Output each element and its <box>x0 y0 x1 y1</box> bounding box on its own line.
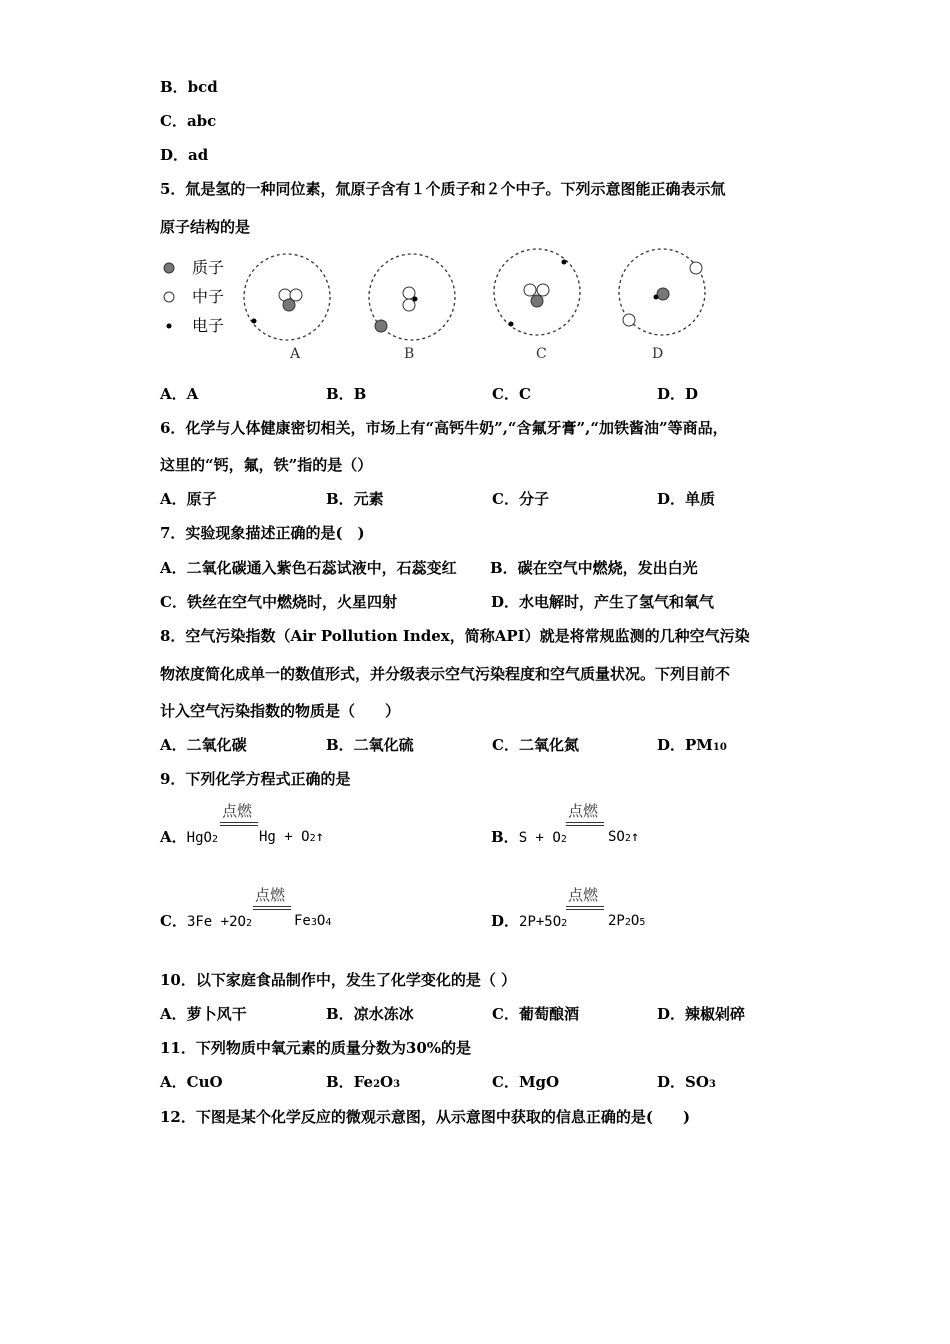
q9-c-left-sub: 2 <box>245 918 252 929</box>
q7-stem: 7．实验现象描述正确的是( ) <box>160 524 365 542</box>
q6-option-d[interactable]: D．单质 <box>657 490 716 508</box>
q8-stem-line2: 物浓度简化成单一的数值形式，并分级表示空气污染程度和空气质量状况。下列目前不 <box>160 665 731 683</box>
q8-option-d-label: D．PM <box>657 736 713 754</box>
up-arrow-icon: ↑ <box>315 829 325 845</box>
q12-stem: 12．下图是某个化学反应的微观示意图，从示意图中获取的信息正确的是( ) <box>160 1108 691 1126</box>
q9-a-left: HgO <box>186 830 212 846</box>
q9-a-right-sub: 2 <box>309 833 316 844</box>
q11-b-sub1: 2 <box>373 1079 381 1090</box>
q11-stem: 11．下列物质中氧元素的质量分数为30%的是 <box>160 1039 472 1057</box>
q8-option-d[interactable] <box>657 735 727 758</box>
q11-d-pre: D．SO <box>657 1073 709 1091</box>
q11-d-sub: 3 <box>708 1079 716 1090</box>
q5-option-d[interactable]: D．D <box>657 385 699 403</box>
q9-c-right-sub1: 3 <box>310 917 317 928</box>
q5-stem-line1: 5．氚是氢的一种同位素，氚原子含有１个质子和２个中子。下列示意图能正确表示氚 <box>160 180 726 198</box>
q11-b-mid: O <box>380 1073 394 1091</box>
atom-diagram-d <box>615 250 715 340</box>
q9-d-left: 2P+5O <box>519 914 562 930</box>
atom-diagram-b <box>365 255 465 345</box>
q8-option-c[interactable]: C．二氧化氮 <box>492 736 579 754</box>
q9-a-condition: 点燃 <box>222 802 253 820</box>
q9-d-left-sub: 2 <box>561 918 568 929</box>
q9-c-left: 3Fe +2O <box>186 914 246 930</box>
q9-d-right: 2P <box>608 913 625 929</box>
diagram-caption-b: B <box>404 346 415 362</box>
q7-option-c[interactable]: C．铁丝在空气中燃烧时，火星四射 <box>160 593 397 611</box>
q6-options <box>160 489 820 509</box>
q9-b-right-sub: 2 <box>624 833 631 844</box>
q7-option-a[interactable]: A．二氧化碳通入紫色石蕊试液中，石蕊变红 <box>160 559 457 577</box>
q9-b-right: SO <box>608 829 625 845</box>
q9-b-left-sub: 2 <box>560 834 567 845</box>
q9-d-right-sub2: 5 <box>639 917 646 928</box>
q10-option-c[interactable]: C．葡萄酿酒 <box>492 1005 579 1023</box>
q5-option-a[interactable]: A．A <box>160 385 199 403</box>
q11-option-b[interactable] <box>326 1072 400 1095</box>
q9-stem: 9．下列化学方程式正确的是 <box>160 770 351 788</box>
q6-option-c[interactable]: C．分子 <box>492 490 549 508</box>
option-c-prev: C．abc <box>160 112 217 130</box>
atom-diagram-a <box>240 255 340 345</box>
q10-option-b[interactable]: B．凉水冻冰 <box>326 1005 414 1023</box>
q9-d-right-mid: O <box>630 913 640 929</box>
q8-option-a[interactable]: A．二氧化碳 <box>160 736 247 754</box>
q10-option-a[interactable]: A．萝卜风干 <box>160 1005 247 1023</box>
q8-stem-line3: 计入空气污染指数的物质是（ ） <box>160 702 401 720</box>
q9-c-equal-sign <box>253 906 291 910</box>
q11-option-a[interactable]: A．CuO <box>160 1073 223 1091</box>
q5-options <box>160 384 820 404</box>
q10-stem: 10．以下家庭食品制作中，发生了化学变化的是（ ） <box>160 971 517 989</box>
q11-b-sub2: 3 <box>393 1079 401 1090</box>
q9-b-condition: 点燃 <box>568 802 599 820</box>
q6-option-b[interactable]: B．元素 <box>326 490 384 508</box>
q8-options <box>160 735 820 755</box>
q9-b-equal-sign <box>566 822 604 826</box>
q9-a-left-sub: 2 <box>211 834 218 845</box>
q11-option-c[interactable]: C．MgO <box>492 1073 560 1091</box>
q6-option-a[interactable]: A．原子 <box>160 490 217 508</box>
option-b-prev: B．bcd <box>160 78 218 96</box>
q5-option-c[interactable]: C．C <box>492 385 531 403</box>
diagram-caption-d: D <box>652 346 664 362</box>
q9-d-equal-sign <box>566 906 604 910</box>
q9-c-label: C． <box>160 912 187 930</box>
q9-c-right-sub2: 4 <box>325 917 332 928</box>
q9-a-label: A． <box>160 828 187 846</box>
q9-c-right-mid: O <box>316 913 326 929</box>
q5-stem-line2: 原子结构的是 <box>160 218 251 236</box>
up-arrow-icon: ↑ <box>630 829 640 845</box>
q9-b-left: S + O <box>518 830 561 846</box>
diagram-caption-c: C <box>536 346 547 362</box>
atom-diagram-c <box>490 250 590 340</box>
q9-d-condition: 点燃 <box>568 886 599 904</box>
q9-d-label: D． <box>491 912 520 930</box>
legend-electron: 电子 <box>192 316 225 335</box>
q11-options <box>160 1072 820 1092</box>
q7-option-b[interactable]: B．碳在空气中燃烧，发出白光 <box>490 559 698 577</box>
q8-option-b[interactable]: B．二氧化硫 <box>326 736 414 754</box>
q9-c-condition: 点燃 <box>255 886 286 904</box>
q6-stem-line1: 6．化学与人体健康密切相关，市场上有“高钙牛奶”,“含氟牙膏”,“加铁酱油”等商品， <box>160 419 728 437</box>
q9-b-label: B． <box>491 828 519 846</box>
q9-a-equal-sign <box>220 822 258 826</box>
legend-markers-icon <box>160 260 180 340</box>
q7-option-d[interactable]: D．水电解时，产生了氢气和氧气 <box>491 593 715 611</box>
q11-b-pre: B．Fe <box>326 1073 374 1091</box>
q9-d-right-sub1: 2 <box>624 917 631 928</box>
q10-options <box>160 1004 820 1024</box>
q9-c-right: Fe <box>294 913 311 929</box>
q5-option-b[interactable]: B．B <box>326 385 367 403</box>
q11-option-d[interactable] <box>657 1072 716 1095</box>
q8-stem-line1: 8．空气污染指数（Air Pollution Index，简称API）就是将常规监测的几种空气污染 <box>160 627 750 645</box>
q9-a-right: Hg + O <box>259 829 310 845</box>
option-d-prev: D．ad <box>160 146 209 164</box>
q6-stem-line2: 这里的“钙，氟，铁”指的是（） <box>160 456 373 474</box>
legend-proton: 质子 <box>192 258 225 277</box>
q8-option-d-sub: 10 <box>712 742 727 753</box>
q10-option-d[interactable]: D．辣椒剁碎 <box>657 1005 746 1023</box>
diagram-caption-a: A <box>290 346 301 362</box>
legend-neutron: 中子 <box>192 287 225 306</box>
